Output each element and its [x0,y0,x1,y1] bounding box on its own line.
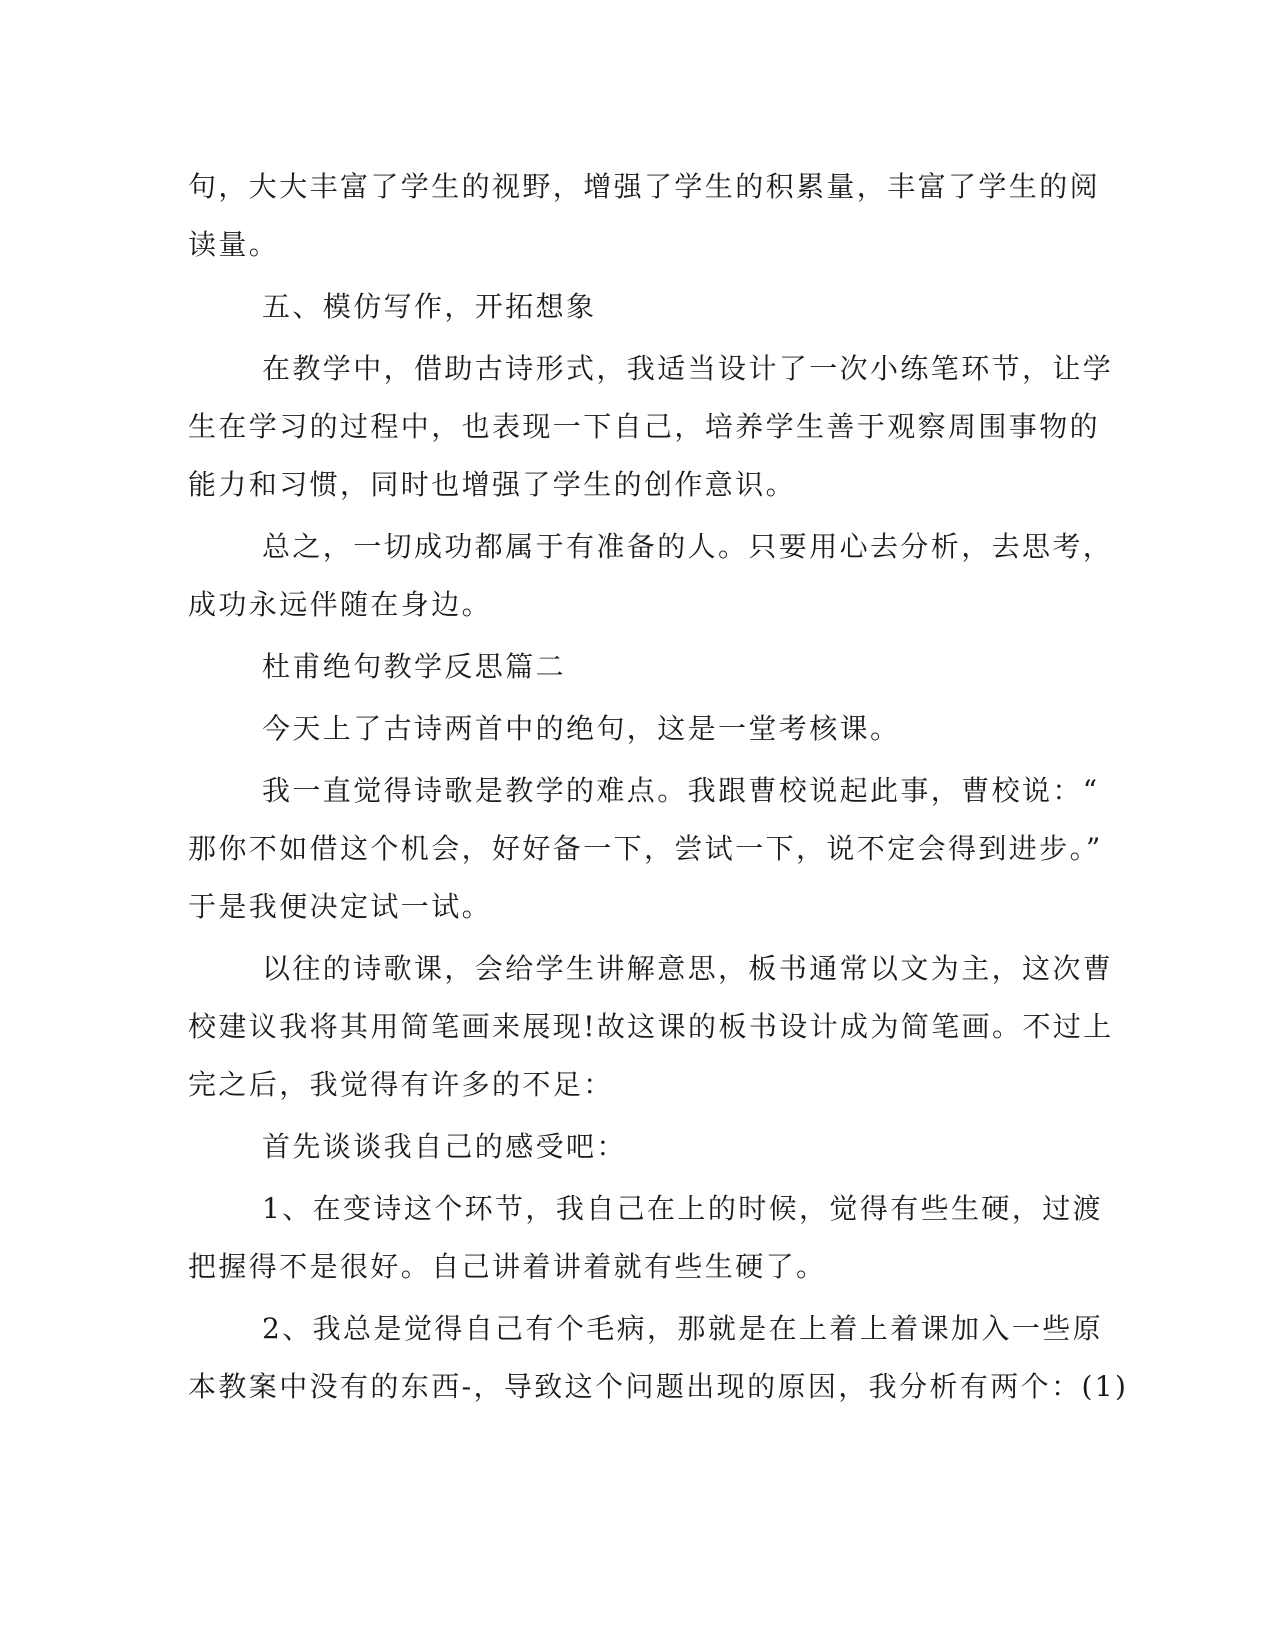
text-line: 句，大大丰富了学生的视野，增强了学生的积累量，丰富了学生的阅 [188,170,1101,203]
text-line: 校建议我将其用简笔画来展现!故这课的板书设计成为简笔画。不过上 [188,1010,1114,1043]
document-body [188,158,1129,1420]
list-item [188,1180,1104,1296]
paragraph [188,762,1103,936]
text-line: 把握得不是很好。自己讲着讲着就有些生硬了。 [188,1250,827,1283]
paragraph [188,940,1114,1114]
text-line: 杜甫绝句教学反思篇二 [262,650,567,683]
text-line: 生在学习的过程中，也表现一下自己，培养学生善于观察周围事物的 [188,410,1101,443]
text-line: 1、在变诗这个环节，我自己在上的时候，觉得有些生硬，过渡 [262,1192,1104,1225]
text-line: 今天上了古诗两首中的绝句，这是一堂考核课。 [262,712,901,745]
text-line: 2、我总是觉得自己有个毛病，那就是在上着上着课加入一些原 [262,1312,1104,1345]
list-item [188,1300,1129,1416]
text-line: 成功永远伴随在身边。 [188,588,493,621]
paragraph [188,518,1114,634]
text-line: 完之后，我觉得有许多的不足： [188,1068,614,1101]
text-line: 五、模仿写作，开拓想象 [262,290,597,323]
section-heading [188,278,1068,336]
text-line: 读量。 [188,228,280,261]
text-line: 能力和习惯，同时也增强了学生的创作意识。 [188,468,797,501]
paragraph [188,700,1068,758]
text-line: 我一直觉得诗歌是教学的难点。我跟曹校说起此事，曹校说：“ [262,774,1100,807]
paragraph [188,158,1101,274]
paragraph [188,340,1114,514]
text-line: 首先谈谈我自己的感受吧： [262,1130,627,1163]
text-line: 总之，一切成功都属于有准备的人。只要用心去分析，去思考， [262,530,1114,563]
text-line: 本教案中没有的东西-，导致这个问题出现的原因，我分析有两个：(1) [188,1370,1129,1403]
text-line: 在教学中，借助古诗形式，我适当设计了一次小练笔环节，让学 [262,352,1114,385]
text-line: 以往的诗歌课，会给学生讲解意思，板书通常以文为主，这次曹 [262,952,1114,985]
text-line: 于是我便决定试一试。 [188,890,493,923]
paragraph [188,1118,1068,1176]
text-line: 那你不如借这个机会，好好备一下，尝试一下，说不定会得到进步。” [188,832,1103,865]
article-title [188,638,1068,696]
